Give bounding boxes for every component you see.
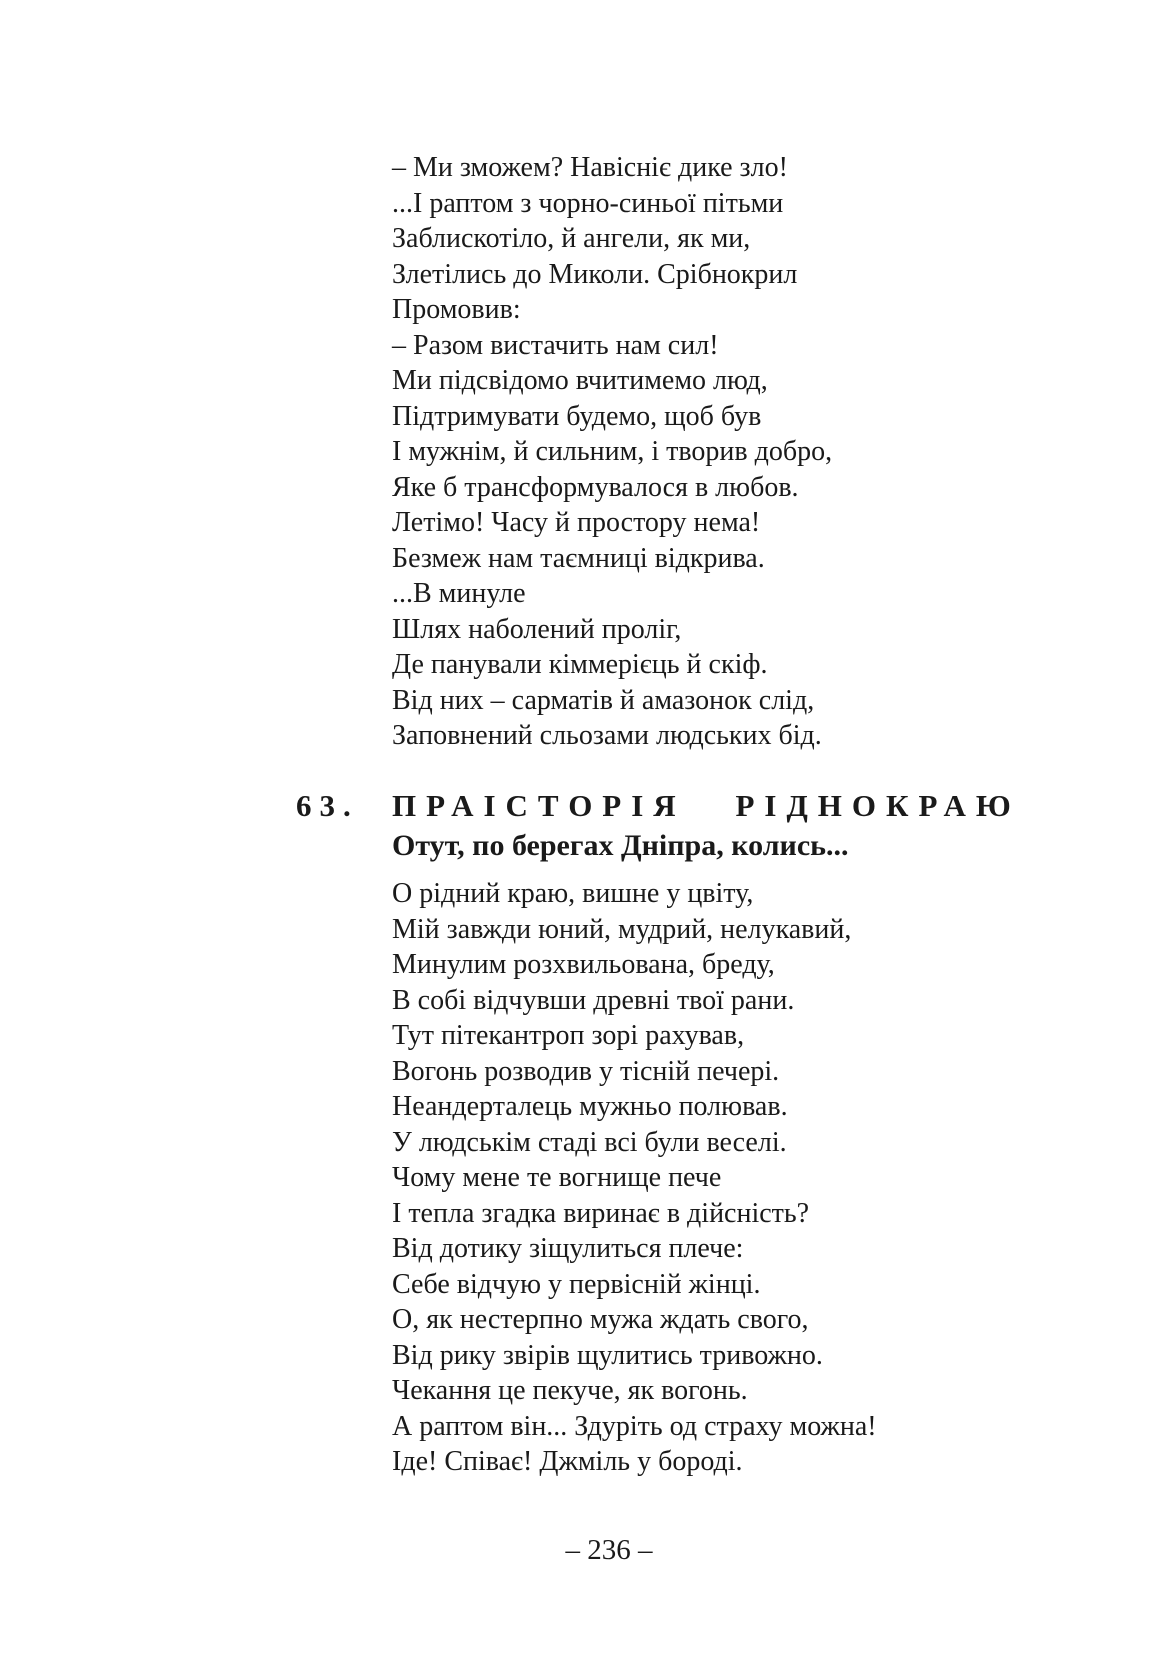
poem-line: Підтримувати будемо, щоб був: [392, 400, 762, 432]
page-number: – 236 –: [565, 1534, 653, 1566]
poem-line: Від них – сарматів й амазонок слід,: [392, 684, 815, 716]
section-subtitle: Отут, по берегах Дніпра, колись...: [392, 829, 849, 862]
poem-line: Безмеж нам таємниці відкрива.: [392, 542, 765, 574]
poem-line: ...І раптом з чорно-синьої пітьми: [392, 187, 784, 219]
poem-line: Заблискотіло, й ангели, як ми,: [392, 223, 751, 254]
poem-line: У людськім стаді всі були веселі.: [392, 1126, 787, 1158]
poem-line: Ми підсвідомо вчитимемо люд,: [392, 365, 768, 396]
poem-line: Себе відчую у первісній жінці.: [392, 1268, 761, 1300]
poem-line: Де панували кіммерієць й скіф.: [392, 649, 768, 680]
poem-line: – Разом вистачить нам сил!: [392, 329, 719, 361]
poem-line: Від дотику зіщулиться плече:: [392, 1233, 744, 1264]
poem-line: О рідний краю, вишне у цвіту,: [392, 878, 754, 909]
poem-line: Шлях наболений проліг,: [392, 613, 682, 645]
poem-line: Яке б трансформувалося в любов.: [392, 471, 799, 503]
poem-line: Мій завжди юний, мудрий, нелукавий,: [392, 913, 852, 945]
section-number: 63.: [296, 788, 359, 823]
poem-line: Іде! Співає! Джміль у бороді.: [392, 1446, 743, 1477]
poem-line: – Ми зможем? Навісніє дике зло!: [392, 152, 788, 183]
poem-line: Тут пітекантроп зорі рахував,: [392, 1020, 745, 1051]
poem-line: Неандерталець мужньо полював.: [392, 1091, 788, 1122]
poem-line: ...В минуле: [392, 578, 526, 609]
poem-line: Чому мене те вогнище пече: [392, 1162, 722, 1193]
poem-stanza-bottom: [392, 876, 877, 1480]
poem-line: Летімо! Часу й простору нема!: [392, 507, 761, 538]
poem-line: В собі відчувши древні твої рани.: [392, 984, 795, 1016]
poem-line: Заповнений сльозами людських бід.: [392, 720, 822, 751]
poem-line: Промовив:: [392, 294, 521, 325]
poem-line: Минулим розхвильована, бреду,: [392, 949, 775, 980]
section-title: ПРАІСТОРІЯ РІДНОКРАЮ: [392, 788, 1021, 823]
poem-line: А раптом він... Здуріть од страху можна!: [392, 1410, 877, 1442]
poem-line: Вогонь розводив у тісній печері.: [392, 1055, 780, 1087]
poem-line: Від рику звірів щулитись тривожно.: [392, 1339, 823, 1371]
poem-line: І мужнім, й сильним, і творив добро,: [392, 436, 833, 467]
poem-line: І тепла згадка виринає в дійсність?: [392, 1197, 810, 1229]
poem-line: Чекання це пекуче, як вогонь.: [392, 1375, 748, 1406]
poem-line: Злетілись до Миколи. Срібнокрил: [392, 258, 798, 290]
poem-line: О, як нестерпно мужа ждать свого,: [392, 1304, 809, 1335]
poem-stanza-top: [392, 150, 832, 754]
